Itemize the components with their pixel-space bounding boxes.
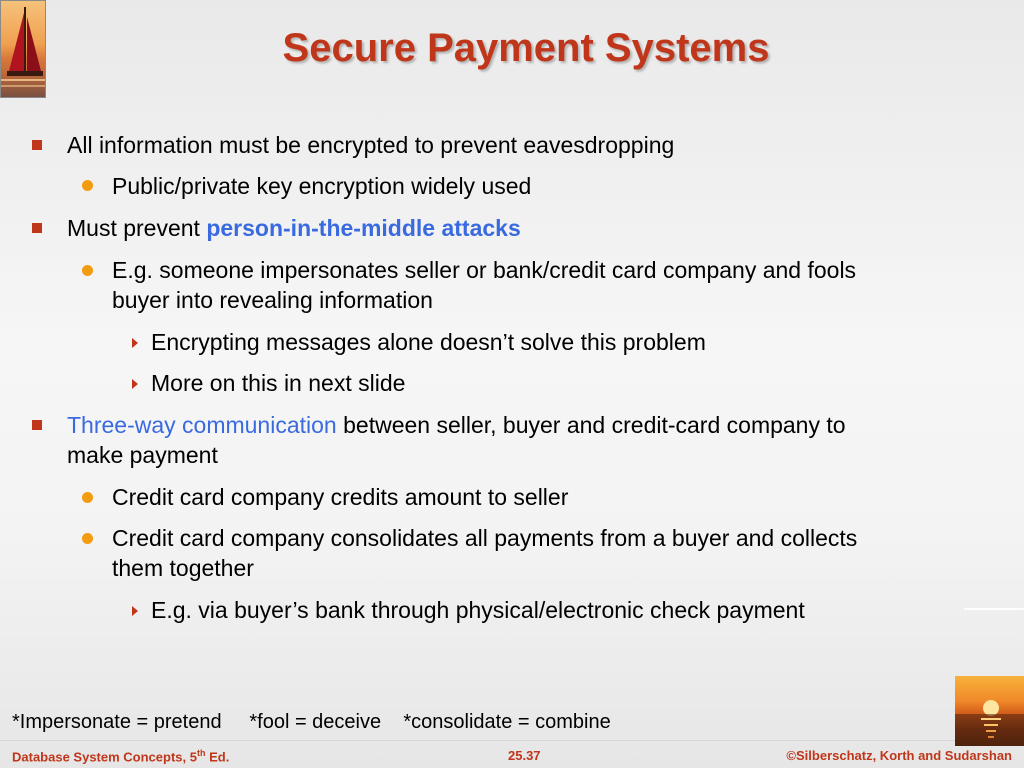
bullet-text-prefix: Must prevent [67,215,207,241]
sub-sub-bullet-text: E.g. via buyer’s bank through physical/electronic check payment [151,597,805,623]
glossary-note: *Impersonate = pretend *fool = deceive *consolidate = combine [12,711,611,733]
sub-bullet-text: Credit card company consolidates all payments from a buyer and collects [112,525,858,551]
sunset-logo-icon [955,676,1024,746]
arrow-bullet-icon [132,379,138,389]
highlight-text: Three-way communication [67,412,337,438]
dot-bullet-icon [82,265,93,276]
arrow-bullet-icon [132,338,138,348]
sub-sub-bullet-text: Encrypting messages alone doesn’t solve this problem [151,329,706,355]
bullet-text [67,410,967,440]
bullet-text-rest: between seller, buyer and credit-card company to [336,412,846,438]
highlight-text: person-in-the-middle attacks [206,215,521,241]
arrow-bullet-icon [132,606,138,616]
dot-bullet-icon [82,180,93,191]
sub-sub-bullet-text: More on this in next slide [151,370,406,396]
slide-number: 25.37 [508,748,541,763]
footer-book-title [12,748,229,764]
bullet-text: All information must be encrypted to prevent eavesdropping [67,132,675,158]
decorative-wave [964,608,1024,610]
sub-bullet-text: Public/private key encryption widely used [112,173,532,199]
sub-bullet-text: Credit card company credits amount to seller [112,484,569,510]
square-bullet-icon [32,140,42,150]
footer-book-suffix: Ed. [205,749,230,765]
sub-bullet-text: E.g. someone impersonates seller or bank/credit card company and fools [112,257,857,283]
square-bullet-icon [32,420,42,430]
footer-divider [0,740,1024,741]
dot-bullet-icon [82,533,93,544]
dot-bullet-icon [82,492,93,503]
bullet-text [67,213,967,243]
slide-title: Secure Payment Systems [282,26,770,70]
sub-bullet-text-cont: them together [112,555,254,581]
footer-book-sup: th [196,748,206,758]
square-bullet-icon [32,223,42,233]
bullet-text-cont: make payment [67,442,218,468]
sub-bullet-text-cont: buyer into revealing information [112,287,433,313]
footer-copyright: ©Silberschatz, Korth and Sudarshan [786,748,1012,763]
footer-book-prefix: Database System Concepts, 5 [12,749,197,765]
